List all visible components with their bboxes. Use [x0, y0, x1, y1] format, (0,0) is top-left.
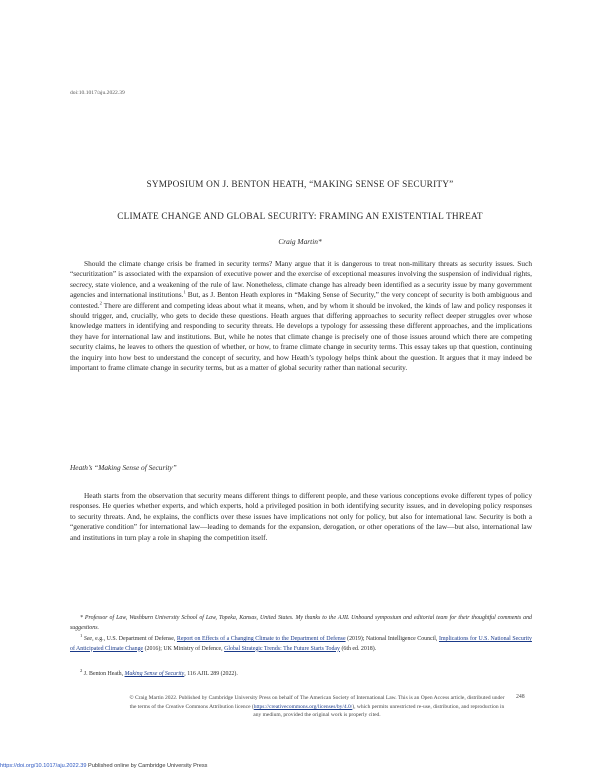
- copyright-notice: © Craig Martin 2022. Published by Cambridge University Press on behalf of The American Society of International Law. This is an Open Access article, distributed under the terms of the Creative Commons Attribution licence (https://creativecommons.org/licenses/by/4.0/), which permits unrestricted re-use, distribution, and reproduction in any medium, provided the original work is properly cited.: [129, 695, 505, 719]
- author-name: Craig Martin*: [278, 237, 322, 246]
- body-paragraph: Heath starts from the observation that security means different things to different people, and these various conceptions evoke different types of policy responses. He queries whether experts, and which experts, hold a privileged position in both identifying security issues, and in developing policy responses to security threats. And, he explains, the conflicts over these issues have implications not only for policy, but also for international law. Security is both a “generative condition” for international law—leading to demands for the expansion, derogation, or other operations of the law—but also, international law and institutions in turn play a role in shaping the competition itself.: [70, 491, 532, 542]
- footnote-link-uk-mod-report[interactable]: Global Strategic Trends: The Future Starts Today: [224, 645, 340, 652]
- doi: doi:10.1017/aju.2022.39: [70, 90, 125, 96]
- article-title: CLIMATE CHANGE AND GLOBAL SECURITY: FRAMING AN EXISTENTIAL THREAT: [117, 212, 483, 222]
- doi-link[interactable]: https://doi.org/10.1017/aju.2022.39: [0, 763, 87, 769]
- footnote-ref-2[interactable]: 2: [99, 300, 102, 306]
- footnote-ref-1[interactable]: 1: [183, 289, 186, 295]
- footnote-1: $^1$ See, e.g., U.S. Department of Defense, Report on Effects of a Changing Climate to the Department of Defense (2019); National Intelligence Council, Implications for U.S. National Security of Anticipated Climate Change (2016); UK Ministry of Defence, Global Strategic Trends: The Future Starts Today (6th ed. 2018).: [70, 633, 532, 652]
- author-footnote: * Professor of Law, Washburn University School of Law, Topeka, Kansas, United States. My thanks to the AJIL Unbound symposium and editorial team for their thoughtful comments and suggestions.: [70, 615, 532, 631]
- page-number: 248: [516, 694, 525, 700]
- symposium-title: SYMPOSIUM ON J. BENTON HEATH, “MAKING SENSE OF SECURITY”: [146, 180, 454, 190]
- section-heading: Heath’s “Making Sense of Security”: [70, 463, 177, 472]
- footnote-2: $^2$ J. Benton Heath, Making Sense of Security, 116 AJIL 289 (2022).: [80, 668, 238, 677]
- footnote-link-heath-article[interactable]: Making Sense of Security: [124, 671, 185, 677]
- license-link[interactable]: https://creativecommons.org/licenses/by/4.0/: [253, 703, 353, 710]
- intro-paragraph: Should the climate change crisis be framed in security terms? Many argue that it is dangerous to treat non-military threats as security issues. Such “securitization” is associated with the expansion of executive power and the exercise of exceptional measures involving the suspension of individual rights, secrecy, state violence, and a weakening of the rule of law. Nonetheless, climate change has already been identified as a security issue by many government agencies and international institutions.$^1$ But, as J. Benton Heath explores in “Making Sense of Security,” the very concept of security is both ambiguous and contested.$^2$ There are different and competing ideas about what it means, when, and by whom it should be invoked, the kinds of law and policy responses it should trigger, and, crucially, who gets to decide these questions. Heath argues that differing approaches to security reflect deeper struggles over whose knowledge matters in identifying and responding to security threats. He develops a typology for assessing these different approaches, and the implications they have for international law and institutions. But, while he notes that climate change is precisely one of those issues around which there are competing security claims, he leaves to others the question of whether, or how, to frame climate change in security terms. This essay takes up that question, continuing the inquiry into how best to understand the concept of security, and how Heath’s typology helps think about the question. It argues that it may indeed be important to frame climate change in security terms, but as a matter of global security rather than national security.: [70, 259, 532, 373]
- footnote-link-dod-report[interactable]: Report on Effects of a Changing Climate to the Department of Defense: [176, 636, 346, 642]
- download-footer: https://doi.org/10.1017/aju.2022.39 Published online by Cambridge University Press: [0, 763, 208, 769]
- footnote-link-nic-report[interactable]: Implications for U.S. National Security of Anticipated Climate Change: [70, 636, 532, 652]
